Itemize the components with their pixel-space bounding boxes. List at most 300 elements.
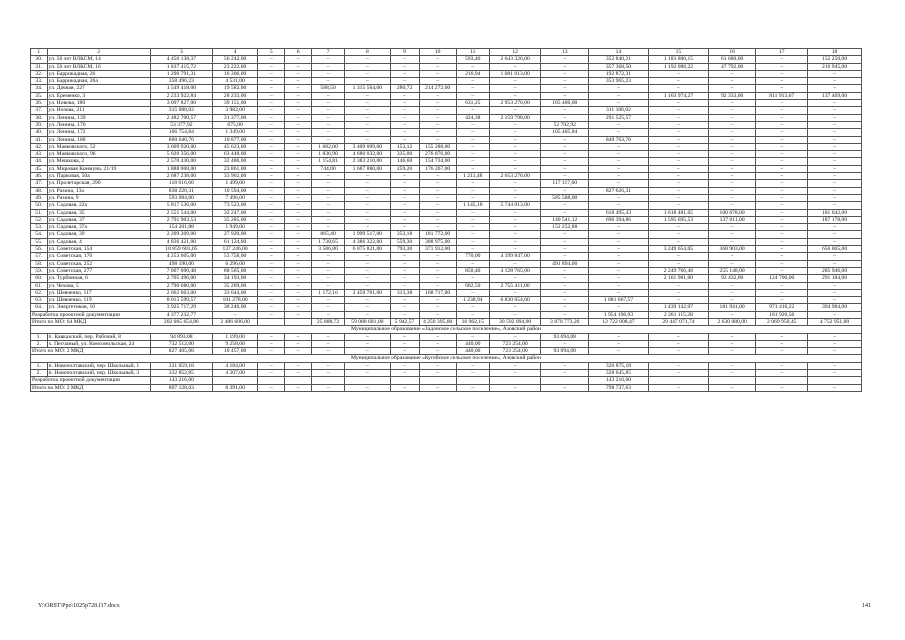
table-cell: 181 642,00 <box>808 209 862 216</box>
table-cell: 31. <box>31 63 48 70</box>
table-cell: – <box>312 333 345 340</box>
table-cell: ул. Советская, 154 <box>47 246 150 253</box>
table-cell: – <box>390 180 419 187</box>
table-cell: – <box>390 362 419 369</box>
table-cell: – <box>345 107 390 114</box>
table-cell: – <box>312 70 345 77</box>
table-cell: 849 763,76 <box>589 136 649 143</box>
table-cell: 10 877,00 <box>212 136 257 143</box>
table-cell: – <box>708 114 756 121</box>
table-row <box>31 136 862 143</box>
table-cell: 35 285,00 <box>212 216 257 223</box>
table-cell: 42. <box>31 143 48 150</box>
table-cell: ул. Ленина, 139 <box>47 114 150 121</box>
table-cell: 31 377,00 <box>212 114 257 121</box>
table-cell: – <box>312 63 345 70</box>
table-cell: 4 531,00 <box>212 78 257 85</box>
table-cell: 1 172,16 <box>312 289 345 296</box>
table-cell: – <box>489 187 541 194</box>
table-cell: 811 913,67 <box>756 92 808 99</box>
table-cell: 10 457,00 <box>212 348 257 355</box>
table-cell: – <box>489 143 541 150</box>
table-cell: – <box>390 78 419 85</box>
table-cell: 34. <box>31 85 48 92</box>
table-cell: – <box>258 202 285 209</box>
table-cell: 394 984,00 <box>808 304 862 311</box>
table-cell: – <box>648 297 708 304</box>
table-cell: – <box>489 289 541 296</box>
table-cell: – <box>489 194 541 201</box>
table-cell: – <box>589 100 649 107</box>
table-cell: – <box>708 311 756 318</box>
table-cell: ул. Советская, 176 <box>47 253 150 260</box>
table-cell: 39. <box>31 121 48 128</box>
table-cell: – <box>312 362 345 369</box>
table-cell: – <box>756 100 808 107</box>
table-cell: 424,38 <box>456 114 489 121</box>
table-cell: – <box>419 297 456 304</box>
table-row <box>31 151 862 158</box>
table-cell: 2 790 680,00 <box>150 282 212 289</box>
table-cell: – <box>489 304 541 311</box>
table-cell: – <box>258 253 285 260</box>
table-cell: 559,30 <box>390 238 419 245</box>
table-cell: 3 409 009,00 <box>345 143 390 150</box>
table-cell: – <box>312 253 345 260</box>
table-cell: 2 <box>47 49 150 56</box>
table-cell: ул. Садовая, 22а <box>47 202 150 209</box>
table-row <box>31 70 862 77</box>
table-cell: – <box>285 289 312 296</box>
table-cell: – <box>489 333 541 340</box>
table-cell: – <box>419 340 456 347</box>
table-cell: – <box>489 238 541 245</box>
table-row <box>31 78 862 85</box>
table-cell: ул. Советская, 277 <box>47 267 150 274</box>
repair-program-table <box>30 48 862 392</box>
table-cell: – <box>708 100 756 107</box>
table-cell: 7 <box>312 49 345 56</box>
table-cell: 16 <box>708 49 756 56</box>
table-cell: 4 253 605,00 <box>150 253 212 260</box>
table-cell: – <box>390 187 419 194</box>
table-cell: – <box>285 202 312 209</box>
table-cell: ул. Баррикадная, 26 <box>47 70 150 77</box>
table-cell: – <box>808 158 862 165</box>
table-row <box>31 246 862 253</box>
table-cell: – <box>419 253 456 260</box>
table-cell: – <box>345 260 390 267</box>
table-cell: 3 870 773,20 <box>541 318 589 325</box>
table-cell: 187 178,00 <box>808 216 862 223</box>
table-cell: – <box>456 384 489 391</box>
table-cell: – <box>589 173 649 180</box>
table-cell: – <box>648 136 708 143</box>
table-cell: – <box>312 56 345 63</box>
table-cell: – <box>489 151 541 158</box>
table-cell: – <box>589 282 649 289</box>
table-cell: – <box>648 173 708 180</box>
table-cell: – <box>489 224 541 231</box>
table-cell <box>345 377 390 384</box>
table-cell: 838 220,31 <box>150 187 212 194</box>
table-cell: – <box>708 143 756 150</box>
table-cell: 6 075 821,00 <box>345 246 390 253</box>
table-cell: – <box>419 333 456 340</box>
table-cell: – <box>708 202 756 209</box>
table-cell: 216,94 <box>456 70 489 77</box>
table-cell: 860 640,76 <box>150 136 212 143</box>
table-cell: 1 163 974,27 <box>648 92 708 99</box>
table-cell: – <box>756 194 808 201</box>
table-cell: 744,00 <box>312 165 345 172</box>
table-cell: – <box>808 114 862 121</box>
table-cell: – <box>808 187 862 194</box>
table-cell: – <box>456 311 489 318</box>
table-cell: – <box>258 114 285 121</box>
table-cell <box>258 377 285 384</box>
table-cell: 63 448,00 <box>212 151 257 158</box>
table-cell: – <box>708 187 756 194</box>
table-cell: – <box>419 202 456 209</box>
table-cell: 6 296,00 <box>212 260 257 267</box>
table-cell: – <box>312 194 345 201</box>
table-cell: – <box>589 121 649 128</box>
table-cell: 1 290 791,31 <box>150 70 212 77</box>
table-cell: – <box>390 267 419 274</box>
footer-file-path: Y:\ORST\Ppo\1025p728.f17.docx <box>38 603 120 609</box>
table-cell: – <box>756 224 808 231</box>
table-cell: – <box>648 85 708 92</box>
table-cell: – <box>285 304 312 311</box>
table-cell: – <box>285 267 312 274</box>
table-cell: – <box>808 180 862 187</box>
table-cell: 154 734,00 <box>419 158 456 165</box>
table-cell: – <box>541 246 589 253</box>
table-cell: 4 386 322,00 <box>345 238 390 245</box>
table-cell: – <box>489 370 541 377</box>
table-cell <box>285 318 312 325</box>
table-cell: 5 942,57 <box>390 318 419 325</box>
table-cell: п. Новополтавский, пер. Школьный, 3 <box>47 370 150 377</box>
table-cell: 7 496,00 <box>212 194 257 201</box>
table-cell: ул. Садовая, 39 <box>47 231 150 238</box>
table-cell: – <box>390 129 419 136</box>
table-cell: – <box>258 165 285 172</box>
table-cell: 59. <box>31 267 48 274</box>
table-cell: – <box>489 92 541 99</box>
table-row <box>31 333 862 340</box>
table-cell: – <box>390 348 419 355</box>
table-cell: 93 694,08 <box>541 333 589 340</box>
table-cell: 2 687 238,00 <box>150 173 212 180</box>
table-cell: 696 394,86 <box>589 216 649 223</box>
table-cell: – <box>708 180 756 187</box>
table-cell: 1 199,00 <box>212 333 257 340</box>
table-cell: – <box>390 297 419 304</box>
table-cell: – <box>285 158 312 165</box>
table-cell: 93 694,08 <box>541 348 589 355</box>
table-cell: – <box>312 267 345 274</box>
table-cell: – <box>756 267 808 274</box>
table-cell: 64. <box>31 304 48 311</box>
table-cell: – <box>648 70 708 77</box>
table-cell: – <box>258 384 285 391</box>
table-cell: – <box>390 260 419 267</box>
table-cell: – <box>285 260 312 267</box>
table-cell: 588,50 <box>312 85 345 92</box>
table-cell: – <box>648 129 708 136</box>
table-cell: – <box>285 56 312 63</box>
table-cell: – <box>456 151 489 158</box>
table-cell: – <box>456 121 489 128</box>
table-cell: 1 192 088,22 <box>648 63 708 70</box>
table-cell: – <box>541 63 589 70</box>
table-cell: – <box>312 100 345 107</box>
table-cell: – <box>648 151 708 158</box>
table-cell: – <box>756 180 808 187</box>
table-cell: 5 817 536,00 <box>150 202 212 209</box>
table-cell: 1 349,00 <box>212 129 257 136</box>
table-cell: 10 594,00 <box>212 187 257 194</box>
table-row <box>31 260 862 267</box>
table-cell <box>312 377 345 384</box>
table-cell: – <box>419 384 456 391</box>
table-cell: – <box>345 56 390 63</box>
table-cell: – <box>708 297 756 304</box>
table-cell: – <box>419 260 456 267</box>
table-cell: – <box>808 340 862 347</box>
table-cell: – <box>541 275 589 282</box>
table-cell: – <box>390 107 419 114</box>
table-cell: – <box>708 107 756 114</box>
table-cell: 2 486 606,00 <box>212 318 257 325</box>
table-cell: 61. <box>31 282 48 289</box>
table-cell: 313,38 <box>390 289 419 296</box>
table-cell: – <box>808 70 862 77</box>
table-cell: – <box>345 129 390 136</box>
table-row <box>31 224 862 231</box>
table-cell: – <box>648 114 708 121</box>
table-cell: – <box>708 70 756 77</box>
table-cell: – <box>808 202 862 209</box>
table-cell: 723 254,00 <box>489 340 541 347</box>
table-cell <box>756 377 808 384</box>
table-cell: 46. <box>31 173 48 180</box>
table-cell: – <box>648 282 708 289</box>
table-cell: ул. Еременко, 3 <box>47 92 150 99</box>
table-cell: – <box>312 129 345 136</box>
table-cell: – <box>312 92 345 99</box>
table-cell: 94 893,08 <box>150 333 212 340</box>
table-cell: 4 752 951,00 <box>808 318 862 325</box>
table-cell: ул. Ленина, 170 <box>47 121 150 128</box>
table-cell: ул. Садовая, 4 <box>47 238 150 245</box>
table-cell: – <box>419 370 456 377</box>
table-cell: – <box>456 129 489 136</box>
table-cell: – <box>285 231 312 238</box>
table-cell: 92 333,00 <box>708 92 756 99</box>
table-cell: 17 <box>756 49 808 56</box>
table-cell: – <box>285 187 312 194</box>
table-cell: 73 523,00 <box>212 202 257 209</box>
table-cell: – <box>808 333 862 340</box>
table-cell: – <box>456 136 489 143</box>
table-cell: – <box>541 311 589 318</box>
table-cell: 2. <box>31 370 48 377</box>
table-cell: – <box>648 143 708 150</box>
table-cell: 2 261 115,28 <box>648 311 708 318</box>
table-cell: 807 128,63 <box>150 384 212 391</box>
table-cell: 40. <box>31 129 48 136</box>
row-label: Итого по МО: 64 МКД <box>31 318 151 325</box>
table-cell: – <box>708 129 756 136</box>
table-cell: 1 595 695,53 <box>648 216 708 223</box>
table-cell: – <box>456 92 489 99</box>
table-cell: – <box>489 129 541 136</box>
table-cell: 12 <box>489 49 541 56</box>
table-cell: – <box>541 289 589 296</box>
section-title: Муниципальное образование «Кугейское сельское поселение», Азовский район <box>31 355 862 362</box>
table-cell: 11 <box>456 49 489 56</box>
table-cell: 49. <box>31 194 48 201</box>
table-cell: 2 551 544,00 <box>150 209 212 216</box>
table-cell: – <box>808 238 862 245</box>
table-cell: – <box>589 165 649 172</box>
table-cell: 33. <box>31 78 48 85</box>
table-cell: – <box>808 173 862 180</box>
table-row <box>31 143 862 150</box>
table-cell: – <box>390 275 419 282</box>
table-cell: 1 738,65 <box>312 238 345 245</box>
table-row <box>31 282 862 289</box>
table-cell: – <box>345 224 390 231</box>
section-title: Муниципальное образование «Задонское сельское поселение», Азовский район <box>31 326 862 333</box>
table-cell: – <box>541 304 589 311</box>
table-row <box>31 92 862 99</box>
table-cell: 291 184,00 <box>808 275 862 282</box>
table-cell: – <box>456 78 489 85</box>
table-cell: – <box>312 311 345 318</box>
table-cell: – <box>589 129 649 136</box>
table-cell: 14 <box>589 49 649 56</box>
table-cell <box>212 377 257 384</box>
table-cell: 47. <box>31 180 48 187</box>
table-cell: – <box>419 362 456 369</box>
table-cell: 971 410,22 <box>756 304 808 311</box>
table-cell: – <box>648 158 708 165</box>
table-cell: – <box>345 370 390 377</box>
table-cell: – <box>456 224 489 231</box>
table-cell: – <box>258 289 285 296</box>
table-cell: – <box>390 282 419 289</box>
table-cell: 280,72 <box>390 85 419 92</box>
table-row <box>31 180 862 187</box>
row-label: Итого по МО: 2 МКД <box>31 348 151 355</box>
table-cell: – <box>390 202 419 209</box>
table-cell: 32. <box>31 70 48 77</box>
table-cell: ул. Нозова, 211 <box>47 107 150 114</box>
table-cell: 44. <box>31 158 48 165</box>
table-cell: – <box>456 187 489 194</box>
table-cell: – <box>708 224 756 231</box>
table-cell: ул. Дачная, 227 <box>47 85 150 92</box>
table-cell: ул. 50 лет ВЛКСМ, 14 <box>47 56 150 63</box>
table-cell: – <box>390 173 419 180</box>
table-cell: – <box>390 304 419 311</box>
table-cell: – <box>708 253 756 260</box>
table-cell: – <box>589 304 649 311</box>
table-cell: 61 124,00 <box>212 238 257 245</box>
table-cell: – <box>258 180 285 187</box>
table-cell: – <box>589 260 649 267</box>
table-cell: – <box>708 78 756 85</box>
table-cell: – <box>419 121 456 128</box>
table-cell: – <box>285 362 312 369</box>
table-cell: 368 903,00 <box>708 246 756 253</box>
table-cell: 12 722 008,47 <box>589 318 649 325</box>
table-cell: – <box>808 85 862 92</box>
table-cell: ул. Пролетарская, 290 <box>47 180 150 187</box>
table-cell: 675,00 <box>212 121 257 128</box>
table-cell: – <box>589 253 649 260</box>
table-cell: 723 254,00 <box>489 348 541 355</box>
table-cell: – <box>345 100 390 107</box>
table-cell: – <box>312 187 345 194</box>
table-cell: – <box>756 209 808 216</box>
table-row <box>31 297 862 304</box>
table-cell: – <box>708 136 756 143</box>
table-cell: – <box>258 267 285 274</box>
page-number: 141 <box>862 603 871 609</box>
table-cell: – <box>345 121 390 128</box>
table-cell: – <box>708 370 756 377</box>
table-cell: – <box>756 136 808 143</box>
table-cell: – <box>285 216 312 223</box>
table-cell: – <box>489 384 541 391</box>
table-cell: – <box>541 158 589 165</box>
table-cell: – <box>541 173 589 180</box>
table-cell: – <box>390 216 419 223</box>
total-row <box>31 348 862 355</box>
table-cell: – <box>312 340 345 347</box>
table-cell: – <box>648 194 708 201</box>
table-cell: 63. <box>31 297 48 304</box>
table-cell: – <box>345 187 390 194</box>
table-cell: – <box>648 78 708 85</box>
table-cell: 53 758,00 <box>212 253 257 260</box>
table-cell: – <box>456 107 489 114</box>
table-cell: ул. Садовая, 35 <box>47 209 150 216</box>
table-cell: 4 450 138,37 <box>150 56 212 63</box>
table-cell: – <box>756 187 808 194</box>
table-cell: 1. <box>31 362 48 369</box>
table-cell: 53 377,92 <box>150 121 212 128</box>
table-cell: – <box>489 260 541 267</box>
table-cell: – <box>756 158 808 165</box>
table-cell: 2 159 798,00 <box>489 114 541 121</box>
table-cell: – <box>258 143 285 150</box>
table-cell: – <box>808 78 862 85</box>
table-row <box>31 253 862 260</box>
table-cell: 1 238,94 <box>456 297 489 304</box>
table-cell: 353,18 <box>390 231 419 238</box>
table-cell: – <box>708 348 756 355</box>
table-cell: – <box>648 107 708 114</box>
table-cell: – <box>285 173 312 180</box>
row-label: Разработка проектной документации <box>31 377 151 384</box>
table-cell: 1 <box>31 49 48 56</box>
